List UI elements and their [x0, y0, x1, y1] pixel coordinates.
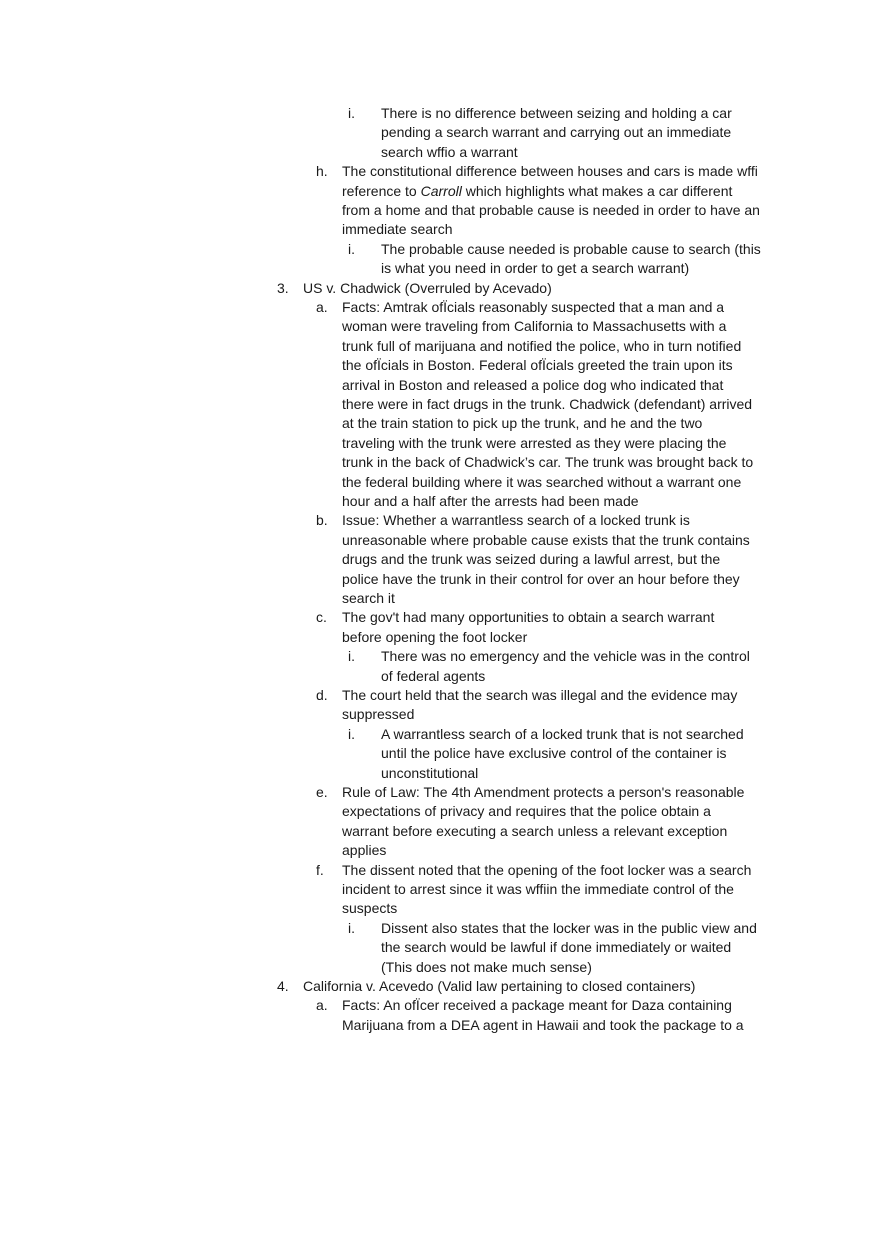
list-item-text: suppressed [342, 706, 415, 723]
list-item-text: at the train station to pick up the trunk, and he and the two [342, 415, 703, 432]
list-item-text: woman were traveling from California to Massachusetts with a [342, 318, 727, 335]
list-marker: i. [348, 919, 355, 936]
list-marker: b. [316, 512, 328, 529]
list-item-text: before opening the foot locker [342, 628, 528, 645]
list-item-text: There is no difference between seizing and holding a car [381, 105, 732, 121]
list-item-text: drugs and the trunk was seized during a lawful arrest, but the [342, 551, 721, 568]
list-item-text: pending a search warrant and carrying out an immediate [381, 124, 732, 141]
list-item-text: Facts: An ofÏcer received a package meant for Daza containing [342, 997, 732, 1014]
list-item-text: warrant before executing a search unless a relevant exception [342, 822, 728, 839]
list-marker: i. [348, 648, 355, 665]
list-marker: e. [316, 784, 328, 800]
list-item-text: trunk in the back of Chadwick’s car. The trunk was brought back to [342, 454, 754, 471]
list-item-text: The dissent noted that the opening of the foot locker was a search [342, 861, 752, 878]
list-item-text: Facts: Amtrak ofÏcials reasonably suspected that a man and a [342, 299, 725, 315]
list-item-text: search it [342, 590, 395, 606]
list-marker: c. [316, 609, 327, 626]
list-item-text: unconstitutional [381, 764, 479, 781]
list-item-text: is what you need in order to get a search warrant) [381, 260, 690, 277]
list-item-text: incident to arrest since it was wffiin the immediate control of the [342, 881, 734, 897]
list-item-text: hour and a half after the arrests had been made [342, 493, 639, 509]
case-name-italic: Carroll [420, 182, 462, 199]
list-marker: 4. [277, 978, 289, 994]
list-item-text: There was no emergency and the vehicle was in the control [381, 648, 750, 665]
list-marker: h. [316, 163, 328, 180]
list-marker: i. [348, 725, 355, 742]
list-item-text: there were in fact drugs in the trunk. Chadwick (defendant) arrived [342, 396, 753, 412]
list-item-text: immediate search [342, 221, 453, 238]
list-item-text: California v. Acevedo (Valid law pertaining to closed containers) [303, 978, 696, 994]
list-item-text: the ofÏcials in Boston. Federal ofÏcials greeted the train upon its [342, 357, 733, 374]
list-item-text: from a home and that probable cause is needed in order to have an [342, 202, 760, 218]
list-item-text: the search would be lawful if done immediately or waited [381, 939, 732, 956]
list-marker: a. [316, 299, 328, 315]
list-item-text [342, 182, 732, 201]
list-item-text: The court held that the search was illegal and the evidence may [342, 687, 738, 703]
list-marker: 3. [277, 279, 289, 296]
list-item-text: unreasonable where probable cause exists that the trunk contains [342, 531, 750, 548]
list-item-text: The gov't had many opportunities to obtain a search warrant [342, 609, 715, 626]
list-item-text: arrival in Boston and released a police dog who indicated that [342, 376, 724, 393]
list-item-text: Dissent also states that the locker was in the public view and [381, 919, 757, 936]
list-item-text: expectations of privacy and requires that the police obtain a [342, 803, 711, 820]
list-marker: i. [348, 105, 355, 121]
list-item-text: Rule of Law: The 4th Amendment protects a person's reasonable [342, 784, 745, 800]
list-marker: d. [316, 687, 328, 703]
list-item-text: search wffio a warrant [381, 143, 518, 160]
list-item-text: Marijuana from a DEA agent in Hawaii and took the package to a [342, 1016, 744, 1033]
list-item-text: The constitutional difference between houses and cars is made wffi [342, 163, 758, 180]
list-marker: f. [316, 861, 324, 878]
list-item-text: The probable cause needed is probable cause to search (this [381, 240, 761, 257]
list-marker: a. [316, 997, 328, 1014]
list-item-text: A warrantless search of a locked trunk that is not searched [381, 725, 744, 742]
text-segment: reference to [342, 182, 421, 199]
list-item-text: the federal building where it was searched without a warrant one [342, 473, 742, 490]
list-item-text: suspects [342, 900, 398, 917]
list-item-text: (This does not make much sense) [381, 958, 592, 975]
list-item-text: Issue: Whether a warrantless search of a locked trunk is [342, 512, 690, 529]
list-item-text: until the police have exclusive control of the container is [381, 745, 727, 762]
list-item-text: trunk full of marijuana and notified the police, who in turn notified [342, 337, 742, 354]
list-item-text: of federal agents [381, 667, 486, 684]
text-segment: which highlights what makes a car different [461, 182, 733, 199]
list-item-text: US v. Chadwick (Overruled by Acevado) [303, 279, 552, 296]
list-item-text: police have the trunk in their control for over an hour before they [342, 570, 740, 587]
list-item-text: applies [342, 842, 387, 859]
list-item-text: traveling with the trunk were arrested as they were placing the [342, 434, 727, 451]
list-marker: i. [348, 240, 355, 257]
